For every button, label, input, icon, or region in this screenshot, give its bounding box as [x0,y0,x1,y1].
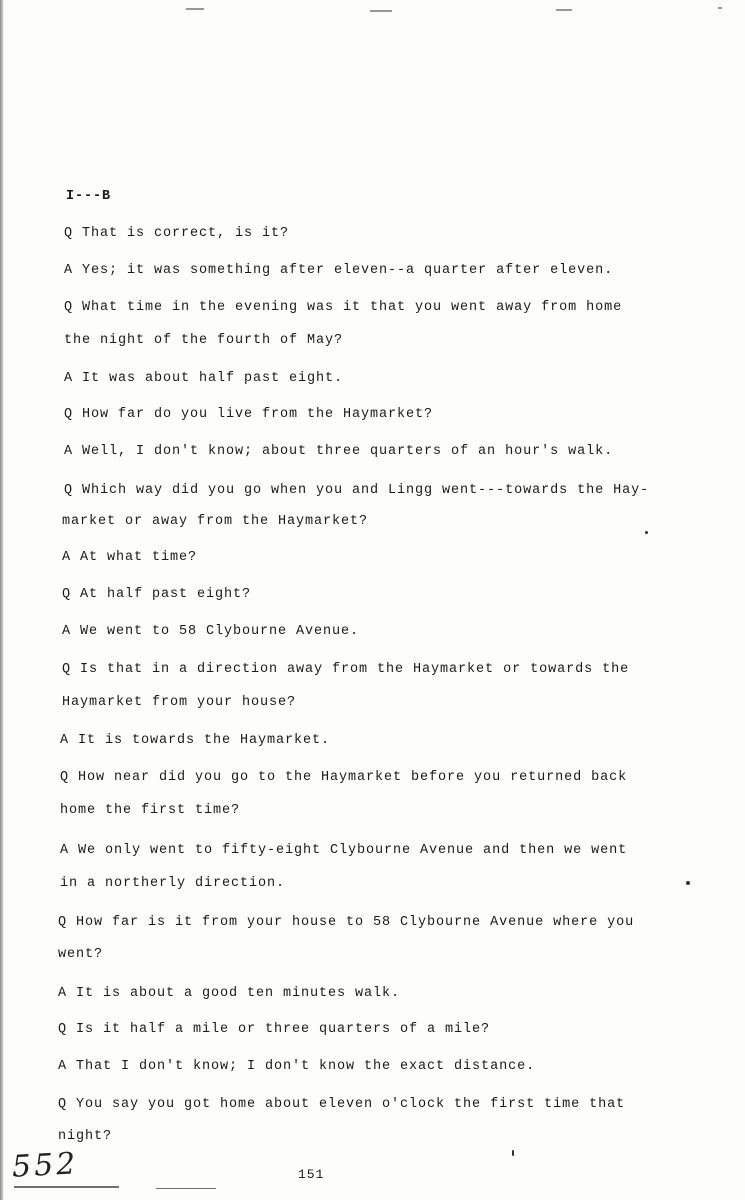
page-number: 151 [298,1167,325,1182]
transcript-line: Q How far is it from your house to 58 Clybourne Avenue where you [58,915,635,930]
transcript-line: A We went to 58 Clybourne Avenue. [62,624,360,639]
transcript-line: Q You say you got home about eleven o'clock the first time that [58,1097,626,1112]
scan-speck [686,881,690,885]
scan-edge [0,0,4,1200]
transcript-line: Q How far do you live from the Haymarket? [64,407,434,422]
transcript-line: Q How near did you go to the Haymarket before you returned back [60,770,628,785]
transcript-line: Q Is that in a direction away from the Haymarket or towards the [62,662,630,677]
transcript-line: A We only went to fifty-eight Clybourne Avenue and then we went [60,843,628,858]
transcript-line: Q Which way did you go when you and Lingg went---towards the Hay- [64,483,650,498]
transcript-line: A At what time? [62,550,198,565]
section-label: I---B [66,189,112,204]
transcript-line: night? [58,1129,113,1144]
transcript-line: A It was about half past eight. [64,371,344,386]
transcript-line: went? [58,947,104,962]
transcript-line: A Well, I don't know; about three quarters of an hour's walk. [64,444,614,459]
top-scan-marks [0,0,745,24]
transcript-line: Q That is correct, is it? [64,226,290,241]
transcript-line: A That I don't know; I don't know the exact distance. [58,1059,536,1074]
bottom-rule [156,1188,216,1189]
handwritten-page-number: 552 [11,1146,80,1185]
transcript-line: A It is towards the Haymarket. [60,733,331,748]
transcript-line: in a northerly direction. [60,876,286,891]
transcript-line: market or away from the Haymarket? [62,514,369,529]
transcript-line: the night of the fourth of May? [64,333,344,348]
transcript-line: A It is about a good ten minutes walk. [58,986,401,1001]
transcript-line: Q At half past eight? [62,587,252,602]
scan-speck [512,1150,514,1156]
transcript-line: A Yes; it was something after eleven--a quarter after eleven. [64,263,614,278]
scan-speck [645,531,648,534]
transcript-line: Haymarket from your house? [62,695,297,710]
transcript-line: home the first time? [60,803,241,818]
handwritten-underline [14,1186,119,1188]
transcript-line: Q Is it half a mile or three quarters of a mile? [58,1022,491,1037]
transcript-line: Q What time in the evening was it that you went away from home [64,300,623,315]
